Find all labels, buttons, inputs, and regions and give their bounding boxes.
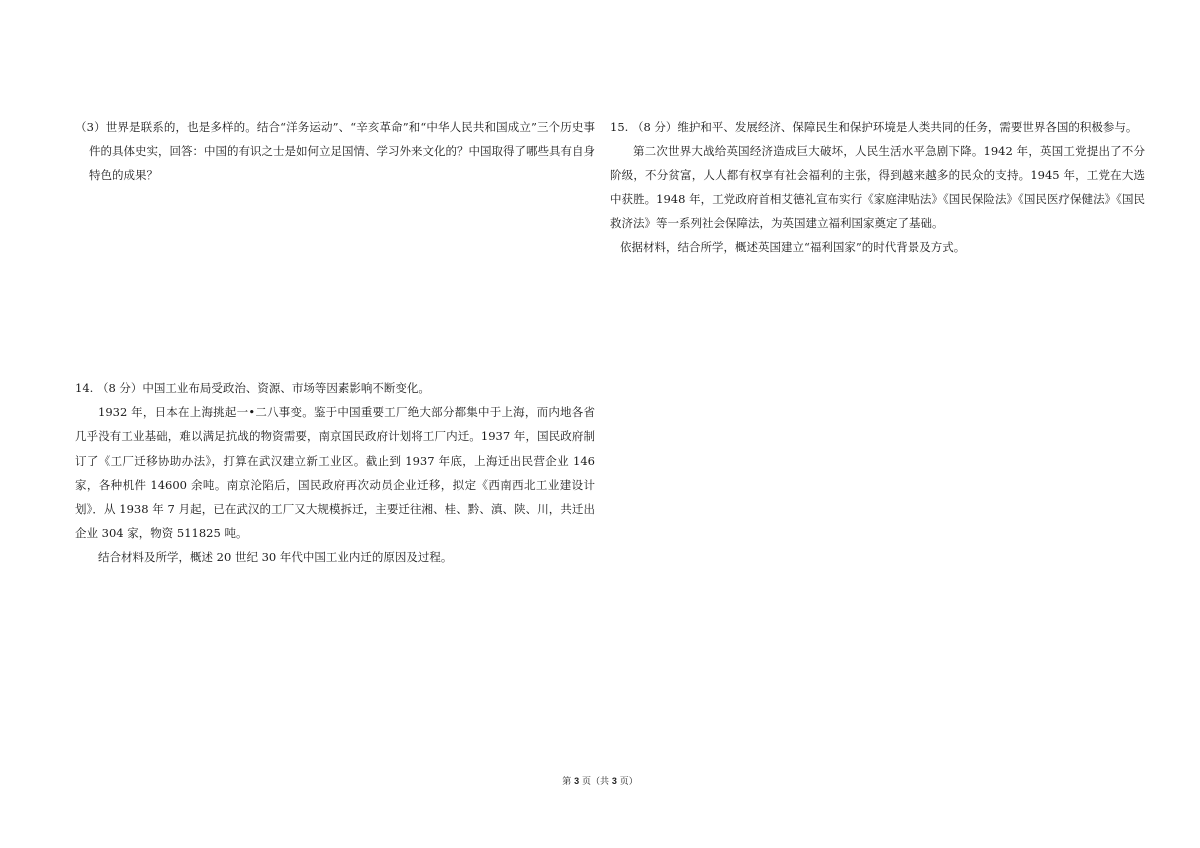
- footer-middle: 页（共: [579, 777, 612, 787]
- q14-heading: 14. （8 分）中国工业布局受政治、资源、市场等因素影响不断变化。: [75, 381, 430, 395]
- question-13-part-3: [75, 115, 595, 187]
- question-14: [75, 376, 595, 570]
- footer-prefix: 第: [562, 777, 575, 787]
- q15-material: 第二次世界大战给英国经济造成巨大破坏，人民生活水平急剧下降。1942 年，英国工党提出了不分阶级，不分贫富，人人都有权享有社会福利的主张，得到越来越多的民众的支持。1945 年，工党在大选中获胜。1948 年，工党政府首相艾德礼宣布实行《家庭津贴法》《国民保险法》《国民医疗保健法》《国民救济法》等一系列社会保障法，为英国建立福利国家奠定了基础。: [610, 144, 1145, 230]
- footer-total-pages: 3: [611, 776, 617, 786]
- q13-part3-text: （3）世界是联系的，也是多样的。结合“洋务运动”、“辛亥革命”和“中华人民共和国成立”三个历史事件的具体史实，回答：中国的有识之士是如何立足国情、学习外来文化的？中国取得了哪些具有自身特色的成果？: [75, 120, 595, 182]
- page-footer: [0, 774, 1200, 787]
- q14-material: 1932 年，日本在上海挑起一•二八事变。鉴于中国重要工厂绝大部分都集中于上海，而内地各省几乎没有工业基础，难以满足抗战的物资需要，南京国民政府计划将工厂内迁。1937 年，国民政府制订了《工厂迁移协助办法》，打算在武汉建立新工业区。截止到 1937 年底，上海迁出民营企业 146 家，各种机件 14600 余吨。南京沦陷后，国民政府再次动员企业迁移，拟定《西南西北工业建设计划》．从 1938 年 7 月起，已在武汉的工厂又大规模拆迁，主要迁往湘、桂、黔、滇、陕、川，共迁出企业 304 家，物资 511825 吨。: [75, 405, 595, 541]
- question-15: [610, 115, 1145, 259]
- footer-suffix: 页）: [616, 777, 638, 787]
- footer-page-number: 3: [574, 776, 580, 786]
- q14-question: 结合材料及所学，概述 20 世纪 30 年代中国工业内迁的原因及过程。: [98, 550, 453, 565]
- q15-heading: 15. （8 分）维护和平、发展经济、保障民生和保护环境是人类共同的任务，需要世界各国的积极参与。: [610, 120, 1138, 134]
- q15-question: 依据材料，结合所学，概述英国建立“福利国家”的时代背景及方式。: [620, 240, 966, 254]
